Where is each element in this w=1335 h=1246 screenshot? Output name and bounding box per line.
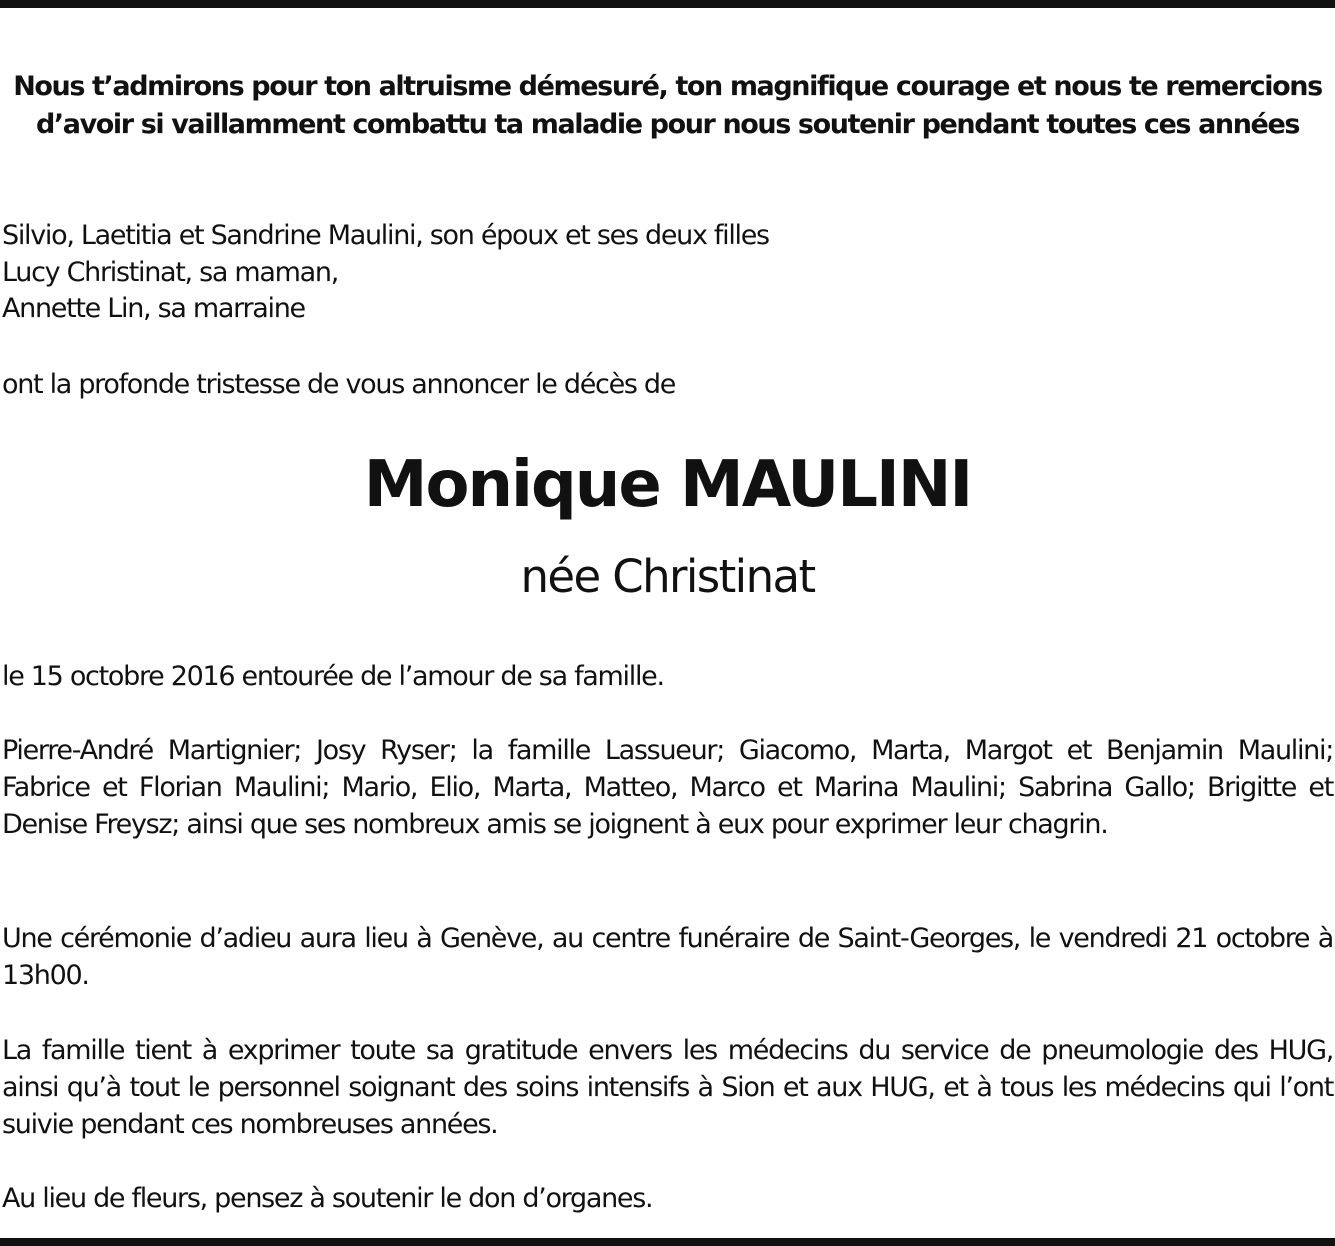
bottom-border-rule	[0, 1238, 1335, 1246]
top-border-rule	[0, 0, 1335, 8]
announcement-text: ont la profonde tristesse de vous annoncer le décès de	[2, 369, 676, 400]
deceased-name: Monique MAULINI	[363, 448, 972, 522]
ceremony-paragraph: Une cérémonie d’adieu aura lieu à Genève, au centre funéraire de Saint-Georges, le vendredi 21 octobre à 13h00.	[2, 923, 1333, 991]
flowers-note: Au lieu de fleurs, pensez à soutenir le don d’organes.	[2, 1183, 653, 1214]
mourner-line: Silvio, Laetitia et Sandrine Maulini, son époux et ses deux filles	[2, 220, 769, 251]
thanks-paragraph: La famille tient à exprimer toute sa gratitude envers les médecins du service de pneumologie des HUG, ainsi qu’à tout le personnel soignant des soins intensifs à Sion et aux HUG, et à tous les médecins qui l’ont suivie pendant ces nombreuses années.	[2, 1035, 1333, 1140]
tribute-text: Nous t’admirons pour ton altruisme démesuré, ton magnifique courage et nous te remercions d’avoir si vaillamment combattu ta maladie pour nous soutenir pendant toutes ces années	[13, 71, 1322, 140]
mourner-line: Lucy Christinat, sa maman,	[2, 256, 339, 288]
deceased-maiden-name: née Christinat	[520, 550, 815, 603]
relatives-paragraph: Pierre-André Martignier; Josy Ryser; la famille Lassueur; Giacomo, Marta, Margot et Benjamin Maulini; Fabrice et Florian Maulini; Mario, Elio, Marta, Matteo, Marco et Marina Maulini; Sabrina Gallo; Brigitte et Denise Freysz; ainsi que ses nombreux amis se joignent à eux pour exprimer leur chagrin.	[2, 735, 1333, 840]
mourners-list	[2, 218, 1333, 328]
date-of-death-text: le 15 octobre 2016 entourée de l’amour de sa famille.	[2, 661, 664, 692]
mourner-line: Annette Lin, sa marraine	[2, 293, 305, 324]
